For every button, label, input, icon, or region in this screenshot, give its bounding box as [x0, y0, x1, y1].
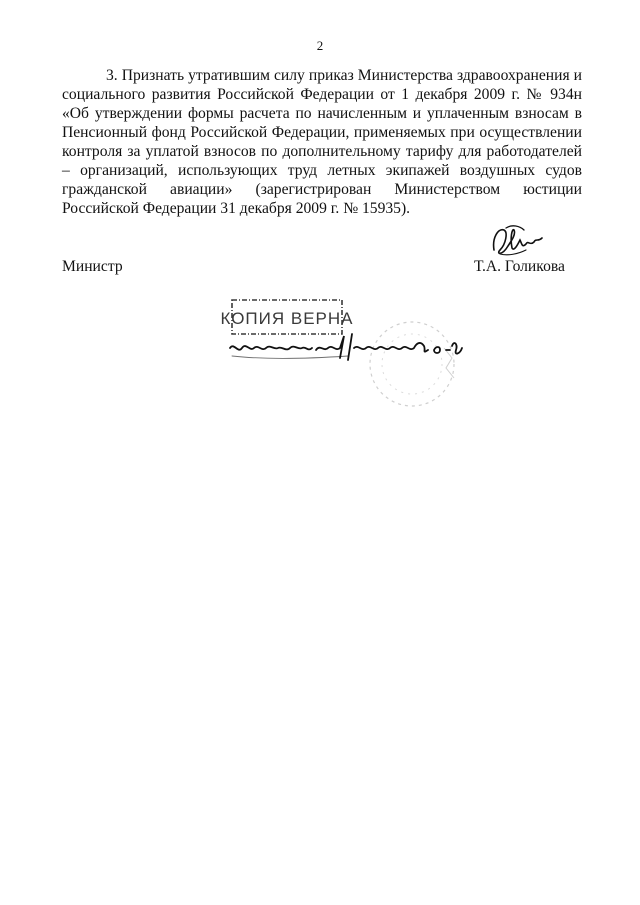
clause-paragraph: 3. Признать утратившим силу приказ Министерства здравоохранения и социального развития Российской Федерации от 1 декабря 2009 г. № 934н «Об утверждении формы расчета по начисленным и уплаченным взносам в Пенсионный фонд Российской Федерации, применяемых при осуществлении контроля за уплатой взносов по дополнительному тарифу для работодателей – организаций, использующих труд летных экипажей воздушных судов гражданской авиации» (зарегистрирован Министерством юстиции Российской Федерации 31 декабря 2009 г. № 15935).: [62, 67, 582, 217]
page-number: 2: [316, 38, 324, 53]
minister-name: Т.А. Голикова: [474, 258, 565, 275]
minister-label: Министр: [62, 258, 123, 275]
minister-signature: [486, 220, 546, 262]
handwritten-certification: [228, 326, 464, 366]
svg-text:КОПИЯ ВЕРНА: КОПИЯ ВЕРНА: [220, 309, 354, 328]
